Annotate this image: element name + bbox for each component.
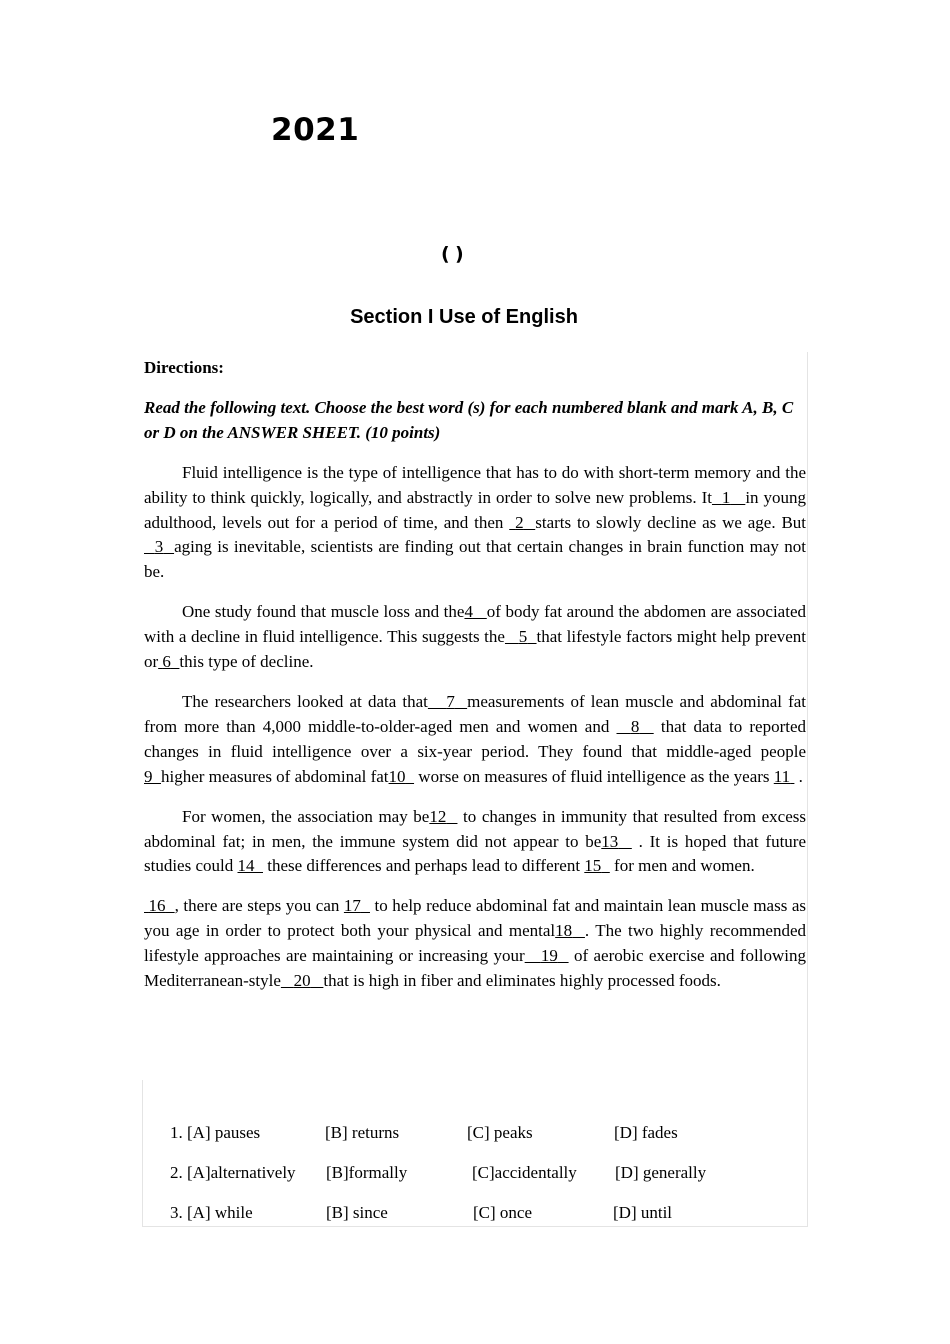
blank-1: 1 bbox=[721, 487, 731, 507]
option-c: [C] once bbox=[473, 1203, 533, 1222]
blank-16: 16 bbox=[148, 896, 166, 916]
paren-open: ( bbox=[441, 243, 450, 265]
blank-5: 5 bbox=[518, 627, 528, 647]
directions-label: Directions: bbox=[144, 358, 224, 377]
option-b: [B] since bbox=[326, 1203, 388, 1222]
section-title: Section I Use of English bbox=[350, 306, 578, 328]
blank-18: 18 bbox=[555, 921, 573, 941]
directions-text: Read the following text. Choose the best word (s) for each numbered blank and mark A, B, C or D on the ANSWER SHEET. (10 points) bbox=[144, 397, 794, 442]
option-a: 3. [A] while bbox=[170, 1203, 253, 1222]
option-a: 2. [A]alternatively bbox=[170, 1163, 296, 1182]
blank-10: 10 bbox=[388, 766, 406, 786]
passage-paragraph-1: Fluid intelligence is the type of intelligence that has to do with short-term memory and the ability to think quickly, logically, and abstractly in order to solve new problems. It 1 in young adulthood, levels out for a period of time, and then 2 starts to slowly decline as we age. But 3 aging is inevitable, scientists are finding out that certain changes in brain function may not be. bbox=[144, 462, 807, 582]
option-d: [D] fades bbox=[614, 1123, 678, 1142]
blank-11: 11 bbox=[773, 766, 791, 786]
blank-17: 17 bbox=[343, 896, 361, 916]
option-d: [D] generally bbox=[615, 1163, 707, 1182]
blank-7: 7 bbox=[446, 691, 455, 711]
blank-19: 19 bbox=[540, 946, 558, 966]
exam-year: 2021 bbox=[271, 112, 360, 148]
passage-container bbox=[144, 356, 806, 1009]
paren-close: ) bbox=[455, 243, 464, 265]
blank-13: 13 bbox=[601, 831, 619, 851]
passage-paragraph-3: The researchers looked at data that 7 measurements of lean muscle and abdominal fat from more than 4,000 middle-to-older-aged men and women and 8 that data to reported changes in fluid intelligence over a six-year period. They found that middle-aged people 9 higher measures of abdominal fat10 worse on measures of fluid intelligence as the years 11 . bbox=[144, 691, 807, 786]
blank-14: 14 bbox=[237, 856, 255, 876]
passage-paragraph-5: 16 , there are steps you can 17 to help reduce abdominal fat and maintain lean muscle mass as you age in order to protect both your physical and mental18 . The two highly recommended lifestyle approaches are maintaining or increasing your 19 of aerobic exercise and following Mediterranean-style 20 that is high in fiber and eliminates highly processed foods. bbox=[144, 896, 807, 991]
paren-placeholder bbox=[441, 243, 469, 265]
passage-paragraph-4: For women, the association may be12 to changes in immunity that resulted from excess abdominal fat; in men, the immune system did not appear to be13 . It is hoped that future studies could 14 these differences and perhaps lead to different 15 for men and women. bbox=[144, 806, 806, 876]
blank-12: 12 bbox=[429, 806, 447, 826]
option-row bbox=[170, 1123, 790, 1163]
blank-15: 15 bbox=[584, 856, 602, 876]
blank-2: 2 bbox=[515, 512, 524, 532]
blank-3: 3 bbox=[154, 537, 164, 557]
answer-options bbox=[170, 1123, 790, 1243]
option-row bbox=[170, 1203, 790, 1243]
option-b: [B]formally bbox=[326, 1163, 408, 1182]
option-d: [D] until bbox=[613, 1203, 673, 1222]
blank-4: 4 bbox=[464, 602, 473, 622]
option-a: 1. [A] pauses bbox=[170, 1123, 261, 1142]
passage-paragraph-2: One study found that muscle loss and the4 of body fat around the abdomen are associated with a decline in fluid intelligence. This suggests the 5 that lifestyle factors might help prevent or 6 this type of decline. bbox=[144, 602, 807, 672]
option-b: [B] returns bbox=[325, 1123, 400, 1142]
blank-20: 20 bbox=[293, 971, 311, 991]
blank-8: 8 bbox=[630, 716, 640, 736]
blank-9: 9 bbox=[144, 766, 153, 786]
frame-left-border bbox=[142, 1080, 143, 1227]
option-row bbox=[170, 1163, 790, 1203]
option-c: [C] peaks bbox=[467, 1123, 533, 1142]
option-c: [C]accidentally bbox=[472, 1163, 577, 1182]
blank-6: 6 bbox=[162, 652, 171, 672]
